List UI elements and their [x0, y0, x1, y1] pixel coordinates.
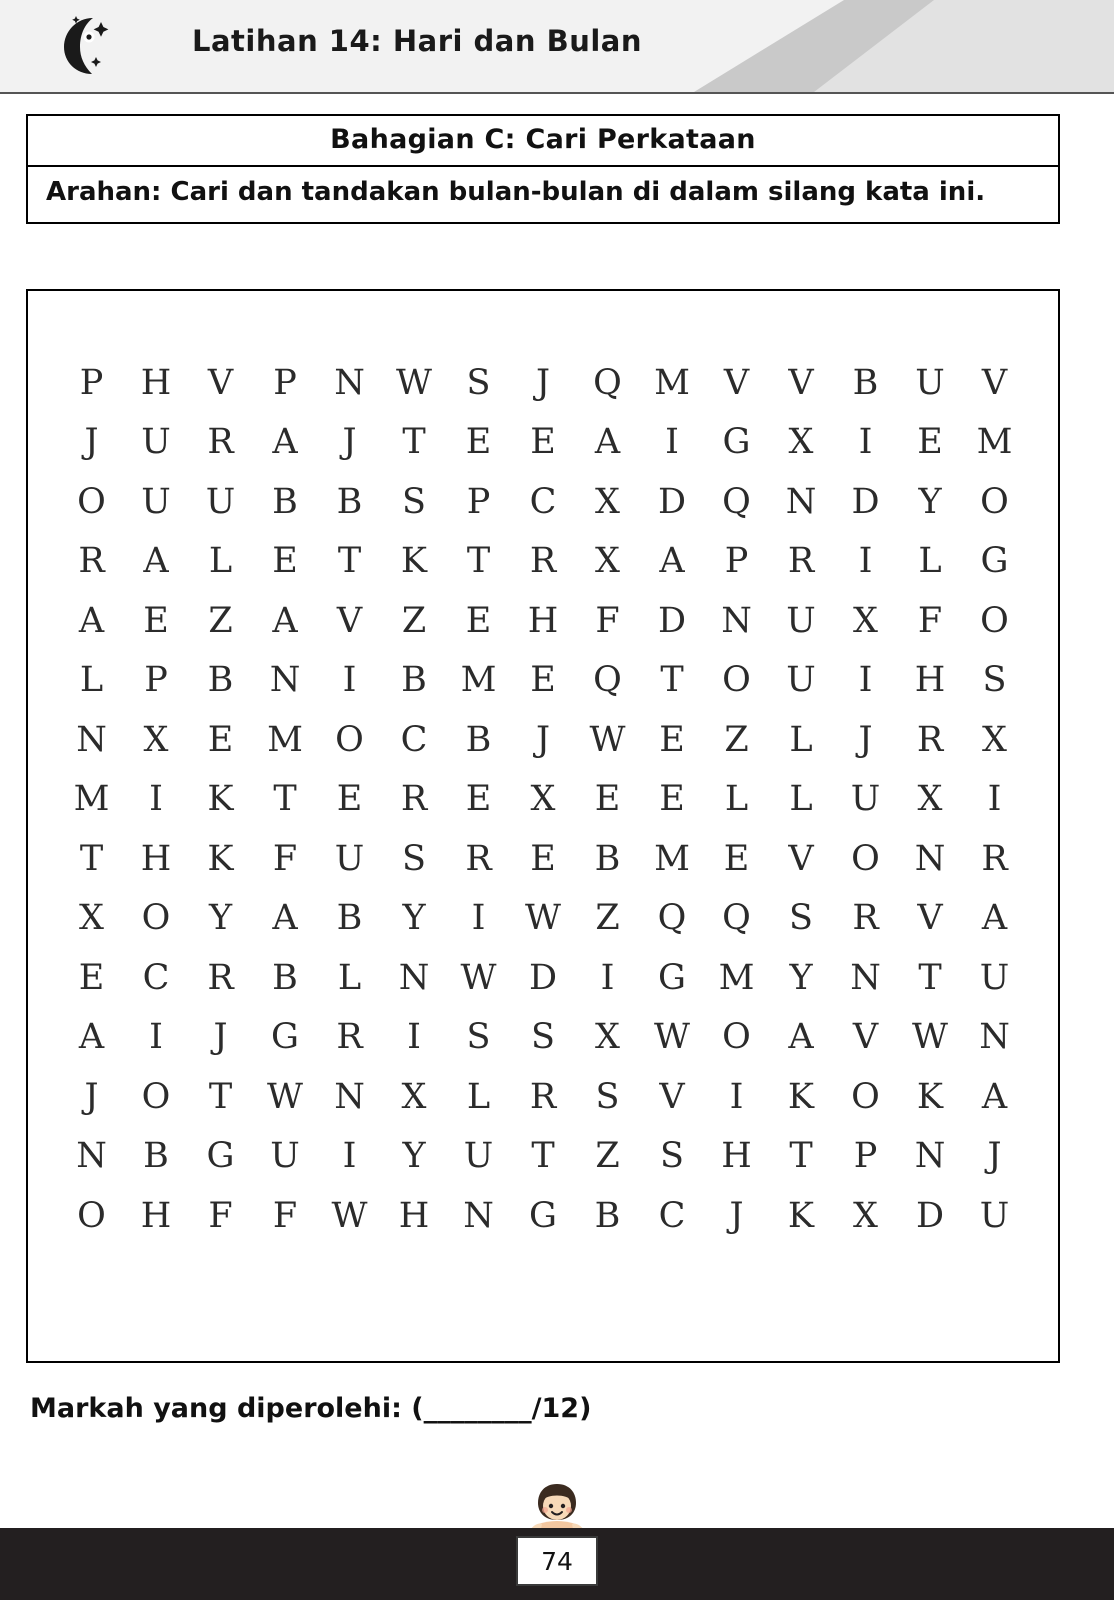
grid-cell[interactable]: O	[980, 600, 1009, 641]
grid-cell[interactable]: N	[76, 1136, 107, 1177]
grid-cell[interactable]: V	[981, 362, 1008, 403]
grid-cell[interactable]: R	[465, 838, 492, 879]
grid-cell[interactable]: V	[723, 362, 750, 403]
grid-cell[interactable]: R	[207, 957, 234, 998]
grid-cell[interactable]: U	[141, 422, 171, 463]
grid-cell[interactable]: I	[149, 779, 163, 820]
grid-cell[interactable]: S	[595, 1076, 620, 1117]
grid-cell[interactable]: O	[722, 660, 751, 701]
word-search-grid[interactable]	[59, 353, 1027, 1246]
grid-cell[interactable]: B	[336, 898, 363, 939]
grid-cell[interactable]: P	[144, 660, 168, 701]
grid-cell[interactable]: B	[465, 719, 492, 760]
grid-cell[interactable]: G	[980, 541, 1009, 582]
grid-cell[interactable]: E	[78, 957, 105, 998]
section-container	[26, 114, 1060, 224]
grid-cell[interactable]: L	[337, 957, 362, 998]
grid-cell[interactable]: Z	[401, 600, 427, 641]
grid-cell[interactable]: S	[982, 660, 1007, 701]
grid-cell[interactable]: U	[979, 957, 1010, 998]
grid-cell[interactable]: S	[531, 1017, 555, 1058]
grid-cell[interactable]: I	[665, 422, 679, 463]
grid-cell[interactable]: G	[271, 1017, 299, 1058]
grid-cell[interactable]: N	[850, 957, 881, 998]
grid-cell[interactable]: N	[914, 838, 946, 879]
grid-cell[interactable]: U	[786, 660, 816, 701]
grid-cell[interactable]: N	[76, 719, 107, 760]
grid-cell[interactable]: M	[654, 838, 690, 879]
grid-cell[interactable]: J	[342, 422, 357, 463]
grid-cell[interactable]: S	[789, 898, 813, 939]
grid-cell[interactable]: A	[78, 600, 105, 641]
grid-cell[interactable]: O	[77, 1195, 106, 1236]
grid-cell[interactable]: Y	[402, 898, 426, 939]
grid-cell[interactable]: W	[525, 898, 561, 939]
grid-cell[interactable]: X	[401, 1076, 427, 1117]
grid-cell[interactable]: W	[460, 957, 497, 998]
grid-cell[interactable]: L	[79, 660, 104, 701]
grid-cell[interactable]: O	[851, 1076, 880, 1117]
grid-cell[interactable]: K	[207, 838, 234, 879]
grid-cell[interactable]: V	[336, 600, 363, 641]
grid-cell[interactable]: J	[84, 1076, 99, 1117]
grid-cell[interactable]: N	[721, 600, 752, 641]
grid-cell[interactable]: A	[272, 600, 298, 641]
grid-cell[interactable]: O	[141, 1076, 171, 1117]
grid-cell[interactable]: W	[396, 362, 432, 403]
grid-cell[interactable]: C	[142, 957, 170, 998]
grid-cell[interactable]: C	[529, 481, 557, 522]
grid-cell[interactable]: L	[466, 1076, 491, 1117]
grid-cell[interactable]: M	[654, 362, 690, 403]
grid-cell[interactable]: B	[852, 362, 879, 403]
grid-cell[interactable]: U	[270, 1136, 300, 1177]
grid-cell[interactable]: I	[471, 898, 486, 939]
grid-cell[interactable]: R	[336, 1017, 363, 1058]
grid-cell[interactable]: G	[722, 422, 751, 463]
grid-cell[interactable]: E	[530, 422, 556, 463]
grid-cell[interactable]: U	[141, 481, 171, 522]
grid-cell[interactable]: A	[143, 541, 169, 582]
grid-cell[interactable]: P	[273, 362, 297, 403]
grid-cell[interactable]: A	[981, 898, 1008, 939]
grid-cell[interactable]: U	[979, 1195, 1010, 1236]
grid-cell[interactable]: L	[208, 541, 233, 582]
grid-cell[interactable]: I	[342, 660, 357, 701]
grid-cell[interactable]: R	[400, 779, 428, 820]
grid-cell[interactable]: S	[402, 838, 426, 879]
grid-cell[interactable]: F	[595, 600, 620, 641]
grid-cell[interactable]: S	[466, 362, 491, 403]
grid-cell[interactable]: J	[213, 1017, 228, 1058]
grid-cell[interactable]: U	[463, 1136, 494, 1177]
grid-cell[interactable]: V	[852, 1017, 879, 1058]
grid-cell[interactable]: Y	[402, 1136, 426, 1177]
grid-cell[interactable]: T	[531, 1136, 555, 1177]
grid-cell[interactable]: G	[206, 1136, 235, 1177]
grid-cell[interactable]: Z	[595, 1136, 620, 1177]
grid-cell[interactable]: U	[786, 600, 816, 641]
grid-cell[interactable]: B	[594, 838, 621, 879]
grid-cell[interactable]: Z	[595, 898, 620, 939]
grid-cell[interactable]: T	[466, 541, 491, 582]
grid-cell[interactable]: U	[205, 481, 236, 522]
grid-cell[interactable]: Q	[657, 898, 687, 939]
grid-cell[interactable]: R	[207, 422, 234, 463]
grid-cell[interactable]: E	[530, 660, 556, 701]
grid-cell[interactable]: O	[851, 838, 880, 879]
grid-cell[interactable]: V	[659, 1076, 685, 1117]
grid-cell[interactable]: F	[917, 600, 943, 641]
grid-cell[interactable]: J	[84, 422, 99, 463]
grid-cell[interactable]: O	[980, 481, 1009, 522]
grid-cell[interactable]: T	[208, 1076, 233, 1117]
grid-cell[interactable]: X	[595, 481, 620, 522]
grid-cell[interactable]: X	[788, 422, 814, 463]
grid-cell[interactable]: I	[858, 422, 873, 463]
grid-cell[interactable]: U	[334, 838, 365, 879]
grid-cell[interactable]: D	[851, 481, 880, 522]
grid-cell[interactable]: W	[654, 1017, 690, 1058]
grid-cell[interactable]: T	[79, 838, 104, 879]
grid-cell[interactable]: X	[982, 719, 1007, 760]
page-header	[0, 0, 1114, 94]
grid-cell[interactable]: T	[789, 1136, 813, 1177]
grid-cell[interactable]: S	[402, 481, 426, 522]
grid-cell[interactable]: M	[73, 779, 110, 820]
grid-cell[interactable]: N	[334, 1076, 365, 1117]
grid-cell[interactable]: N	[398, 957, 430, 998]
grid-cell[interactable]: B	[594, 1195, 621, 1236]
grid-cell[interactable]: P	[724, 541, 749, 582]
grid-cell[interactable]: J	[858, 719, 873, 760]
grid-cell[interactable]: V	[917, 898, 943, 939]
grid-cell[interactable]: I	[858, 660, 873, 701]
grid-cell[interactable]: Q	[593, 660, 622, 701]
grid-cell[interactable]: B	[336, 481, 363, 522]
score-label: Markah yang diperolehi: (________/12)	[30, 1393, 592, 1424]
grid-cell[interactable]: I	[149, 1017, 163, 1058]
grid-cell[interactable]: Y	[208, 898, 233, 939]
grid-cell[interactable]: G	[658, 957, 686, 998]
grid-cell[interactable]: E	[465, 779, 492, 820]
grid-cell[interactable]: J	[987, 1136, 1002, 1177]
grid-cell[interactable]: R	[529, 541, 557, 582]
grid-cell[interactable]: B	[207, 660, 234, 701]
grid-cell[interactable]: P	[466, 481, 491, 522]
grid-cell[interactable]: L	[918, 541, 942, 582]
grid-cell[interactable]: R	[981, 838, 1008, 879]
grid-cell[interactable]: O	[77, 481, 106, 522]
grid-cell[interactable]: F	[208, 1195, 233, 1236]
grid-cell[interactable]: E	[530, 838, 556, 879]
grid-cell[interactable]: H	[140, 362, 172, 403]
grid-cell[interactable]: E	[336, 779, 363, 820]
grid-cell[interactable]: M	[267, 719, 303, 760]
grid-cell[interactable]: H	[721, 1136, 752, 1177]
grid-cell[interactable]: I	[407, 1017, 421, 1058]
grid-cell[interactable]: E	[917, 422, 943, 463]
grid-cell[interactable]: T	[273, 779, 297, 820]
grid-cell[interactable]: M	[718, 957, 755, 998]
grid-cell[interactable]: W	[331, 1195, 368, 1236]
grid-cell[interactable]: B	[272, 481, 298, 522]
grid-cell[interactable]: I	[342, 1136, 357, 1177]
grid-cell[interactable]: I	[729, 1076, 744, 1117]
grid-cell[interactable]: U	[850, 779, 881, 820]
grid-cell[interactable]: V	[207, 362, 234, 403]
grid-cell[interactable]: V	[788, 838, 814, 879]
grid-cell[interactable]: X	[917, 779, 943, 820]
grid-cell[interactable]: B	[401, 660, 427, 701]
grid-cell[interactable]: W	[589, 719, 626, 760]
grid-cell[interactable]: E	[143, 600, 169, 641]
grid-cell[interactable]: A	[272, 422, 298, 463]
grid-cell[interactable]: T	[918, 957, 942, 998]
grid-cell[interactable]: L	[724, 779, 749, 820]
grid-cell[interactable]: E	[659, 779, 685, 820]
grid-cell[interactable]: H	[527, 600, 559, 641]
grid-cell[interactable]: D	[915, 1195, 945, 1236]
grid-cell[interactable]: W	[267, 1076, 303, 1117]
grid-cell[interactable]: H	[140, 1195, 172, 1236]
grid-cell[interactable]: A	[594, 422, 621, 463]
grid-cell[interactable]: L	[789, 719, 813, 760]
grid-cell[interactable]: K	[916, 1076, 944, 1117]
grid-cell[interactable]: G	[529, 1195, 557, 1236]
grid-cell[interactable]: Z	[724, 719, 749, 760]
grid-cell[interactable]: E	[594, 779, 621, 820]
grid-cell[interactable]: W	[912, 1017, 948, 1058]
grid-cell[interactable]: M	[976, 422, 1013, 463]
grid-cell[interactable]: E	[272, 541, 298, 582]
grid-cell[interactable]: C	[400, 719, 428, 760]
grid-cell[interactable]: H	[398, 1195, 430, 1236]
grid-cell[interactable]: A	[981, 1076, 1008, 1117]
grid-cell[interactable]: E	[465, 422, 492, 463]
grid-cell[interactable]: N	[269, 660, 301, 701]
grid-cell[interactable]: O	[141, 898, 171, 939]
grid-cell[interactable]: A	[659, 541, 685, 582]
grid-cell[interactable]: J	[729, 1195, 744, 1236]
grid-cell[interactable]: C	[658, 1195, 686, 1236]
grid-cell[interactable]: R	[78, 541, 105, 582]
grid-cell[interactable]: R	[529, 1076, 557, 1117]
grid-cell[interactable]: X	[853, 1195, 878, 1236]
grid-cell[interactable]: H	[140, 838, 172, 879]
grid-cell[interactable]: T	[402, 422, 426, 463]
grid-cell[interactable]: R	[916, 719, 944, 760]
grid-cell[interactable]: Y	[789, 957, 813, 998]
grid-cell[interactable]: Q	[593, 362, 622, 403]
grid-cell[interactable]: E	[465, 600, 492, 641]
grid-cell[interactable]: X	[530, 779, 556, 820]
grid-cell[interactable]: L	[789, 779, 813, 820]
grid-cell[interactable]: A	[788, 1017, 814, 1058]
grid-cell[interactable]: Y	[918, 481, 942, 522]
word-search-container	[26, 289, 1060, 1363]
grid-cell[interactable]: A	[272, 898, 298, 939]
grid-cell[interactable]: K	[207, 779, 234, 820]
grid-cell[interactable]: I	[858, 541, 873, 582]
grid-cell[interactable]: E	[207, 719, 234, 760]
grid-cell[interactable]: N	[463, 1195, 494, 1236]
grid-cell[interactable]: F	[272, 1195, 298, 1236]
grid-cell[interactable]: K	[787, 1195, 815, 1236]
grid-cell[interactable]: P	[853, 1136, 878, 1177]
grid-cell[interactable]: K	[400, 541, 428, 582]
grid-cell[interactable]: U	[915, 362, 945, 403]
grid-cell[interactable]: O	[722, 1017, 751, 1058]
grid-cell[interactable]: J	[535, 719, 551, 760]
section-title: Bahagian C: Cari Perkataan	[28, 116, 1058, 167]
grid-cell[interactable]: X	[79, 898, 104, 939]
grid-cell[interactable]: J	[535, 362, 551, 403]
grid-cell[interactable]: D	[528, 957, 558, 998]
grid-cell[interactable]: S	[466, 1017, 491, 1058]
grid-cell[interactable]: B	[272, 957, 298, 998]
grid-cell[interactable]: F	[272, 838, 298, 879]
grid-cell[interactable]: P	[79, 362, 104, 403]
grid-cell[interactable]: H	[914, 660, 946, 701]
grid-cell[interactable]: D	[657, 481, 687, 522]
grid-cell[interactable]: N	[334, 362, 365, 403]
grid-cell[interactable]: N	[785, 481, 817, 522]
grid-cell[interactable]: X	[143, 719, 169, 760]
section-instruction: Arahan: Cari dan tandakan bulan-bulan di dalam silang kata ini.	[46, 177, 986, 207]
grid-cell[interactable]: X	[595, 541, 620, 582]
grid-cell[interactable]: S	[660, 1136, 684, 1177]
grid-cell[interactable]: I	[987, 779, 1002, 820]
grid-cell[interactable]: E	[723, 838, 750, 879]
moon-star-logo-icon	[48, 10, 118, 80]
grid-cell[interactable]: M	[460, 660, 497, 701]
grid-cell[interactable]: N	[914, 1136, 946, 1177]
grid-cell[interactable]: X	[595, 1017, 620, 1058]
grid-cell[interactable]: T	[660, 660, 684, 701]
grid-cell[interactable]: E	[659, 719, 685, 760]
grid-cell[interactable]: R	[787, 541, 815, 582]
grid-cell[interactable]: Q	[722, 898, 751, 939]
page-title: Latihan 14: Hari dan Bulan	[192, 24, 643, 58]
grid-cell[interactable]: Q	[722, 481, 751, 522]
grid-cell[interactable]: X	[853, 600, 878, 641]
grid-cell[interactable]: K	[787, 1076, 815, 1117]
page-number-badge: 74	[516, 1536, 598, 1586]
grid-cell[interactable]: N	[979, 1017, 1010, 1058]
grid-cell[interactable]: V	[788, 362, 814, 403]
grid-cell[interactable]: A	[78, 1017, 105, 1058]
grid-cell[interactable]: I	[600, 957, 615, 998]
grid-cell[interactable]: D	[657, 600, 687, 641]
grid-cell[interactable]: T	[337, 541, 362, 582]
grid-cell[interactable]: B	[143, 1136, 169, 1177]
grid-cell[interactable]: Z	[208, 600, 233, 641]
grid-cell[interactable]: O	[335, 719, 364, 760]
grid-cell[interactable]: R	[852, 898, 879, 939]
